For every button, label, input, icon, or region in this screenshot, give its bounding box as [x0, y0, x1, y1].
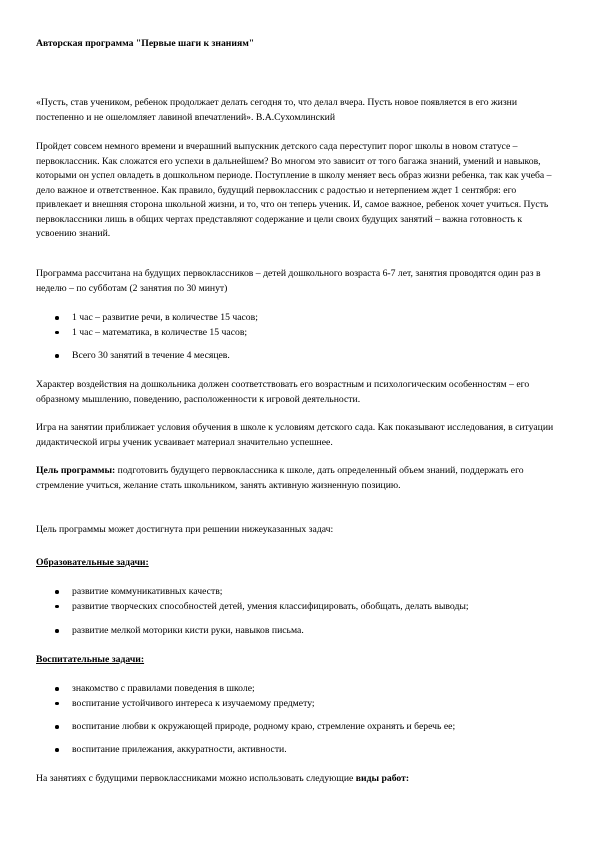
character-paragraph: Характер воздействия на дошкольника должен соответствовать его возрастным и психологическим особенностям – его образному мышлению, поведению, расположенности к игровой деятельности.	[36, 379, 530, 405]
total-list	[36, 349, 561, 364]
goal-text: подготовить будущего первоклассника к школе, дать определенный объем знаний, поддержать его стремление учиться, желание стать школьником, занять активную жизненную позицию.	[36, 465, 524, 491]
schedule-list	[36, 311, 561, 340]
goal-label: Цель программы:	[36, 465, 116, 476]
upbr-list-3	[36, 720, 561, 735]
upbr-list	[36, 682, 561, 711]
final-text: На занятиях с будущими первоклассниками можно использовать следующие	[36, 773, 356, 784]
list-item: воспитание прилежания, аккуратности, активности.	[36, 743, 561, 758]
upbr-list-4	[36, 743, 561, 758]
list-item: развитие мелкой моторики кисти руки, навыков письма.	[36, 624, 561, 639]
document-title: Авторская программа "Первые шаги к знаниям"	[36, 38, 255, 49]
epigraph: «Пусть, став учеником, ребенок продолжает делать сегодня то, что делал вчера. Пусть новое появляется в его жизни постепенно и не ошеломляет лавиной впечатлений». В.А.Сухомлинский	[36, 97, 518, 123]
list-item: Всего 30 занятий в течение 4 месяцев.	[36, 349, 561, 364]
goal-paragraph	[36, 464, 561, 493]
list-item: воспитание устойчивого интереса к изучаемому предмету;	[36, 697, 561, 712]
list-item: знакомство с правилами поведения в школе;	[36, 682, 561, 697]
final-paragraph	[36, 772, 561, 787]
upbr-heading: Воспитательные задачи:	[36, 654, 145, 665]
game-paragraph: Игра на занятии приближает условия обучения в школе к условиям детского сада. Как показывают исследования, в ситуации дидактической игры ученик усваивает материал значительно успешнее.	[36, 422, 554, 448]
intro-paragraph: Пройдет совсем немного времени и вчерашний выпускник детского сада переступит порог школы в новом статусе – первоклассник. Как сложатся его успехи в дальнейшем? Во многом это зависит от того багажа знаний, умений и навыков, которыми он успел овладеть в дошкольном периоде. Поступление в школу меняет весь образ жизни ребенка, так как учеба – дело важное и ответственное. Как правило, будущий первоклассник с радостью и нетерпением ждет 1 сентября: его привлекает и внешняя сторона школьной жизни, и то, что он теперь ученик. И, самое важное, ребенок хочет учиться. Пусть первоклассники лишь в общих чертах представляют содержание и цели своих будущих занятий – важна готовность к усвоению знаний.	[36, 141, 552, 239]
program-paragraph: Программа рассчитана на будущих первоклассников – детей дошкольного возраста 6-7 лет, занятия проводятся один раз в неделю – по субботам (2 занятия по 30 минут)	[36, 268, 541, 294]
edu-list	[36, 585, 561, 614]
edu-heading: Образовательные задачи:	[36, 557, 149, 568]
final-bold: виды работ:	[355, 773, 410, 784]
list-item: воспитание любви к окружающей природе, родному краю, стремление охранять и беречь ее;	[36, 720, 561, 735]
list-item: 1 час – математика, в количестве 15 часов;	[36, 326, 561, 341]
list-item: развитие творческих способностей детей, умения классифицировать, обобщать, делать выводы;	[36, 600, 561, 615]
list-item: 1 час – развитие речи, в количестве 15 часов;	[36, 311, 561, 326]
list-item: развитие коммуникативных качеств;	[36, 585, 561, 600]
goal-reached-paragraph: Цель программы может достигнута при решении нижеуказанных задач:	[36, 524, 334, 535]
edu-list-last	[36, 624, 561, 639]
